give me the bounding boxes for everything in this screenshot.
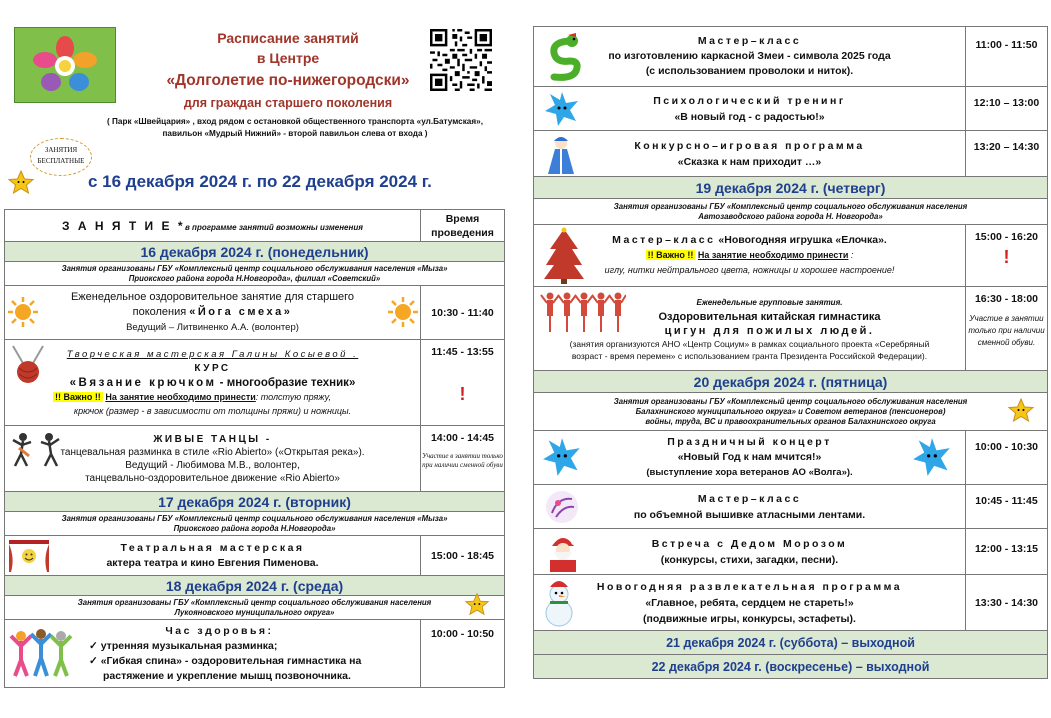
title-line-3: «Долголетие по-нижегородски» [166,72,410,89]
star-mascot-icon [6,170,36,194]
activity-title: Еженедельное оздоровительное занятие для старшего [70,291,355,303]
activity-note: (выступление хора ветеранов АО «Волга»). [646,467,853,478]
activity-subtitle: «Главное, ребята, сердцем не стареть!» [645,596,854,609]
table-row [534,575,1048,631]
activity-cell [534,87,966,131]
activity-header-note: в программе занятий возможны изменения [185,222,363,232]
time-cell: 12:10 – 13:00 [966,87,1048,131]
organizer-line: Занятия организованы ГБУ «Комплексный центр социального обслуживания населения «Мыза» [61,263,448,273]
table-row [5,426,505,492]
organizer-row [5,512,505,536]
title-line-1: Расписание занятий [217,30,359,46]
activity-note: (подвижные игры, конкурсы, эстафеты). [643,612,856,625]
day-heading: 20 декабря 2024 г. (пятница) [534,371,1048,393]
free-label-1: ЗАНЯТИЯ [44,146,78,154]
organizer-line: Занятия организованы ГБУ «Комплексный центр социального обслуживания населения [613,201,968,211]
dance-style: танцевально-оздоровительное движение «Rio Abierto» [85,472,340,484]
exercise-group-icon [9,626,73,680]
right-schedule-table [533,26,1048,679]
health-item-cont: растяжение и укрепление мышц позвоночника. [103,669,351,682]
activity-cell [534,529,966,575]
address-line-1: ( Парк «Швейцария» , вход рядом с остановкой общественного транспорта «ул.Батумская», [107,117,483,126]
christmas-tree-icon [542,227,586,285]
santa-icon [544,532,582,572]
qr-code[interactable] [430,29,492,91]
day-row [534,177,1048,199]
organizer-text [5,512,505,536]
requirements-text: : толстую пряжу, [255,391,331,402]
time-header-line-1: Время [445,212,480,225]
activity-cell [534,575,966,631]
activity-title: Встреча с Дедом Морозом [651,537,848,550]
day-heading: 22 декабря 2024 г. (воскресенье) – выходной [534,655,1048,679]
dance-title-dash: - [260,433,272,445]
shoes-note: Участие в занятии только при наличии сменной обуви [422,452,503,469]
free-badge [30,138,92,176]
organizer-text [5,596,505,620]
organizer-row [5,262,505,286]
activity-title: Праздничный концерт [667,436,832,448]
requirements-text-2: крючок (размер - в зависимости от толщины пряжи) и ножницы. [73,405,352,416]
exclamation-icon: ! [459,384,466,404]
snowflake-icon [544,91,580,127]
health-item: ✓ «Гибкая спина» - оздоровительная гимнастика на [89,654,362,667]
embroidery-icon [544,489,580,525]
organizer-row [534,393,1048,431]
time-cell: 10:30 - 11:40 [421,286,505,340]
activity-subtitle: «Новый Год к нам мчится!» [677,451,822,463]
activity-cell [534,131,966,177]
organizer-line: Приокского района города Н.Новгорода» [173,523,336,533]
activity-title-main: Мастер–класс [612,234,716,246]
organizer-line: Занятия организованы ГБУ «Комплексный центр социального обслуживания населения [613,396,968,406]
table-row [5,286,505,340]
day-heading: 18 декабря 2024 г. (среда) [5,576,505,596]
snowflake-icon [912,437,952,477]
time-cell [421,426,505,492]
workshop-name: Творческая мастерская Галины Косыевой . [66,348,359,360]
organizer-line: Занятия организованы ГБУ «Комплексный центр социального обслуживания населения «Мыза» [61,513,448,523]
time-cell [966,287,1048,371]
qigong-subtitle: цигун для пожилых людей. [664,324,875,337]
table-row [534,287,1048,371]
health-item-text: «Гибкая спина» - оздоровительная гимнастика на [100,654,362,667]
address [80,116,510,140]
qigong-note: (занятия организуются АНО «Центр Социум» в рамках социального проекта «Серебряный [569,338,930,349]
activity-title-rest: «Новогодняя игрушка «Елочка». [715,234,887,246]
activity-cell [5,340,421,426]
address-line-2: павильон «Мудрый Нижний» - второй павильон слева от входа ) [162,129,428,138]
activity-cell [5,536,421,576]
time-header-line-2: проведения [431,226,494,239]
title-line-2: в Центре [256,50,320,66]
table-row [534,431,1048,485]
theatre-title: Театральная мастерская [120,541,305,554]
qigong-label: Еженедельные групповые занятия. [696,297,843,307]
activity-note: (с использованием проволоки и ниток). [645,65,854,77]
snake-icon [542,33,582,81]
activity-cell [5,286,421,340]
activity-title [534,233,965,248]
organizer-text [534,393,1048,431]
snow-maiden-icon [546,135,576,175]
title-line-4: для граждан старшего поколения [183,96,393,110]
table-row [5,536,505,576]
free-label-2: БЕСПЛАТНЫЕ [37,157,85,165]
organizer-line: войны, труда, ВС и правоохранительных органов Балахнинского округа [645,416,936,426]
organizer-line: Лукояновского муниципального округа» [174,607,335,617]
requirements-label: На занятие необходимо принести [105,391,256,402]
health-item-text: утренняя музыкальная разминка; [100,639,278,652]
requirements-label: На занятие необходимо принести [697,250,849,260]
shoes-note: Участие в занятии только при наличии сменной обуви. [968,314,1045,347]
sun-icon [7,296,39,328]
organizer-line: Автозаводского района города Н. Новгорода» [698,211,883,221]
star-mascot-icon [463,592,491,616]
requirements [5,390,420,404]
activity-header-label: З А Н Я Т И Е * [62,218,185,233]
activity-host: Ведущий – Литвиненко А.А. (волонтер) [126,322,299,333]
activity-cell [534,225,966,287]
course-title-rest: - многообразие техник» [216,376,356,389]
day-row [534,655,1048,679]
activity-cell [534,27,966,87]
organizer-line: Занятия организованы ГБУ «Комплексный центр социального обслуживания населения [77,597,432,607]
star-mascot-icon [1006,397,1036,423]
dance-host: Ведущий - Любимова М.В., волонтер, [125,459,300,471]
dance-description: танцевальная разминка в стиле «Rio Abierto» («Открытая река»). [60,446,365,458]
requirements-text: иглу, нитки нейтрального цвета, ножницы и хорошее настроение! [604,265,895,275]
activity-subtitle-prefix: поколения [132,306,190,318]
activity-cell [534,431,966,485]
day-heading: 19 декабря 2024 г. (четверг) [534,177,1048,199]
course-label: КУРС [194,362,231,374]
time-value: 15:00 - 16:20 [974,231,1039,243]
time-value: 16:30 - 18:00 [974,293,1039,305]
yarn-ball-icon [9,344,47,386]
activity-subtitle: (конкурсы, стихи, загадки, песни). [660,553,839,566]
time-cell: 13:30 - 14:30 [966,575,1048,631]
organizer-line: Балахнинского муниципального округа» и Советом ветеранов (пенсионеров) [635,406,946,416]
time-cell: 15:00 - 18:45 [421,536,505,576]
qigong-title: Оздоровительная китайская гимнастика [658,310,881,323]
theatre-subtitle: актера театра и кино Евгения Пименова. [106,556,319,569]
dance-title [5,433,420,446]
table-row [5,620,505,688]
organizer-text [534,199,1048,225]
qigong-note-2: возраст - время перемен» с использованием гранта Президента Российской Федерации). [571,350,928,361]
activity-cell [534,485,966,529]
activity-subtitle: «В новый год - с радостью!» [674,110,825,123]
day-row [5,576,505,596]
time-value: 14:00 - 14:45 [430,432,495,444]
time-value: 11:45 - 13:55 [431,346,494,358]
time-cell [421,340,505,426]
dance-title-main: ЖИВЫЕ ТАНЦЫ [153,433,261,445]
time-cell [966,225,1048,287]
requirements [534,248,965,263]
left-schedule-table [4,209,505,688]
time-cell: 11:00 - 11:50 [966,27,1048,87]
table-row [534,485,1048,529]
activity-title: Новогодняя развлекательная программа [596,580,903,593]
day-row [5,492,505,512]
snowflake-icon [542,437,582,477]
activity-header [5,210,421,242]
activity-title: Мастер–класс [697,35,802,47]
table-header-row [5,210,505,242]
activity-title: Мастер–класс [697,492,802,505]
activity-subtitle: по изготовлению каркасной Змеи - символа 2025 года [608,50,891,62]
table-row [534,87,1048,131]
theatre-stage-icon [9,540,49,572]
time-cell: 10:45 - 11:45 [966,485,1048,529]
course-title [5,376,420,390]
day-heading: 17 декабря 2024 г. (вторник) [5,492,505,512]
table-row [534,27,1048,87]
activity-cell [5,426,421,492]
sun-icon [387,296,419,328]
day-heading: 16 декабря 2024 г. (понедельник) [5,242,505,262]
organizer-text [5,262,505,286]
course-title-main: «Вязание крючком [69,376,217,389]
activity-subtitle: «Сказка к нам приходит …» [677,155,822,168]
activity-title: Конкурсно–игровая программа [634,139,865,152]
activity-cell [534,287,966,371]
qigong-group-icon [540,291,626,335]
organizer-row [5,596,505,620]
day-row [534,631,1048,655]
exclamation-icon: ! [1003,247,1010,267]
health-item: ✓ утренняя музыкальная разминка; [89,639,278,652]
important-badge: !! Важно !! [647,250,694,260]
activity-cell [5,620,421,688]
time-cell: 12:00 - 13:15 [966,529,1048,575]
activity-subtitle [5,305,420,320]
organizer-line: Приокского района города Н.Новгорода», филиал «Советский» [128,273,381,283]
health-title: Час здоровья: [165,624,274,637]
dancers-icon [9,430,63,470]
day-row [5,242,505,262]
table-row [534,131,1048,177]
day-row [534,371,1048,393]
snowman-icon [542,579,576,627]
activity-subtitle: по объемной вышивке атласными лентами. [633,508,866,521]
table-row [534,529,1048,575]
table-row [534,225,1048,287]
organizer-row [534,199,1048,225]
time-cell: 10:00 - 10:30 [966,431,1048,485]
time-cell: 13:20 – 14:30 [966,131,1048,177]
requirements-colon: : [848,250,854,260]
flower-logo-icon [33,36,97,96]
center-logo [14,27,116,103]
time-cell: 10:00 - 10:50 [421,620,505,688]
date-range: с 16 декабря 2024 г. по 22 декабря 2024 г. [88,172,432,191]
activity-title: Психологический тренинг [653,94,846,107]
day-heading: 21 декабря 2024 г. (суббота) – выходной [534,631,1048,655]
table-row [5,340,505,426]
important-badge: !! Важно !! [55,391,101,402]
activity-name: «Йога смеха» [189,306,293,318]
time-header [421,210,505,242]
